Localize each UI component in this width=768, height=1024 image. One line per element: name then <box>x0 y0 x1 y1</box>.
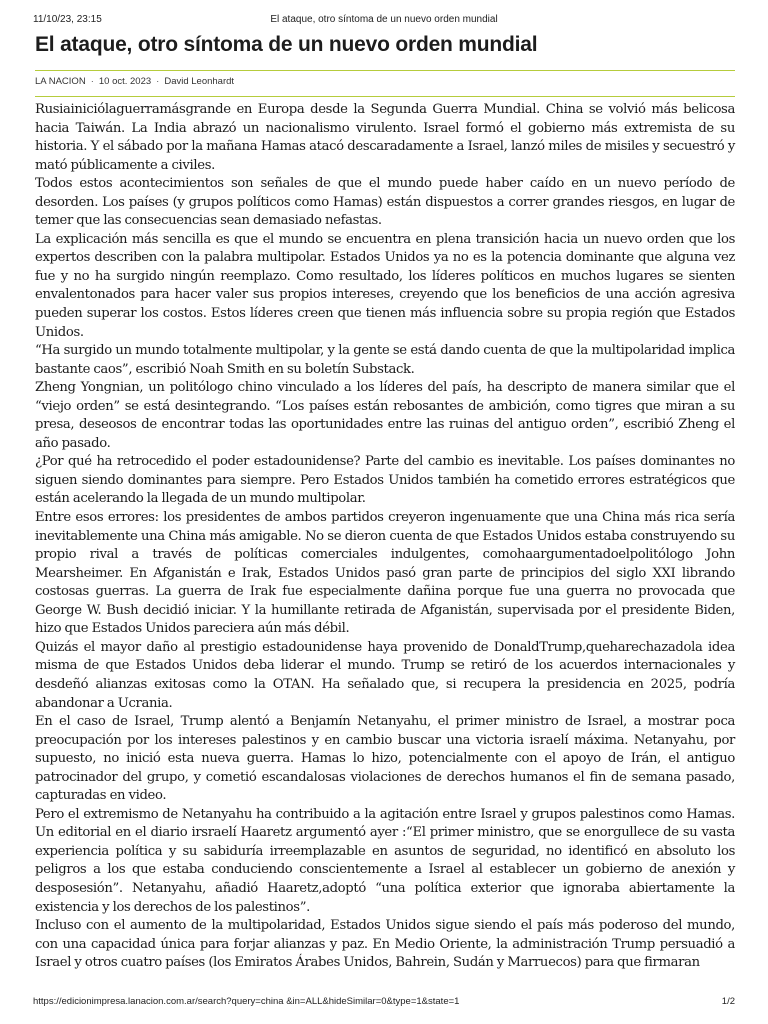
article-paragraph: Zheng Yongnian, un politólogo chino vinculado a los líderes del país, ha descripto de manera similar que el “viejo orden” se está desintegrando. “Los países están rebosantes de ambición, como tigres que miran a su presa, deseosos de encontrar todas las oportunidades entre las ruinas del antiguo orden”, escribió Zheng el año pasado. <box>35 380 735 451</box>
article-paragraph: En el caso de Israel, Trump alentó a Benjamín Netanyahu, el primer ministro de Israel, a mostrar poca preocupación por los intereses palestinos y en cambio buscar una victoria israelí máxima. Netanyahu, por supuesto, no inició esta nueva guerra. Hamas lo hizo, potencialmente con el apoyo de Irán, el antiguo patrocinador del grupo, y cometió escandalosas violaciones de derechos humanos el fin de semana pasado, capturadas en video. <box>35 714 735 804</box>
print-page-title: El ataque, otro síntoma de un nuevo orden mundial <box>270 14 498 25</box>
article-paragraph: ¿Por qué ha retrocedido el poder estadounidense? Parte del cambio es inevitable. Los países dominantes no siguen siendo dominantes para siempre. Pero Estados Unidos también ha cometido errores estratégicos que están acelerando la llegada de un mundo multipolar. <box>35 454 735 507</box>
print-url[interactable]: https://edicionimpresa.lanacion.com.ar/search?query=china &in=ALL&hideSimilar=0&type=1&state=1 <box>33 996 460 1007</box>
article-paragraph: Entre esos errores: los presidentes de ambos partidos creyeron ingenuamente que una China más rica sería inevitablemente una China más amigable. No se dieron cuenta de que Estados Unidos estaba construyendo su propio rival a través de políticas comerciales indulgentes, comohaargumentadoelpolitólogo John Mearsheimer. En Afganistán e Irak, Estados Unidos pasó gran parte de principios del siglo XXI librando costosas guerras. La guerra de Irak fue especialmente dañina porque fue una guerra no provocada que George W. Bush decidió iniciar. Y la humillante retirada de Afganistán, supervisada por el presidente Biden, hizo que Estados Unidos pareciera aún más débil. <box>35 510 735 637</box>
article-paragraph: La explicación más sencilla es que el mundo se encuentra en plena transición hacia un nuevo orden que los expertos describen con la palabra multipolar. Estados Unidos ya no es la potencia dominante que alguna vez fue y no ha surgido ningún reemplazo. Como resultado, los líderes políticos en muchos lugares se sienten envalentonados para hacer valer sus propios intereses, creyendo que los beneficios de una acción agresiva pueden superar los costos. Estos líderes creen que tienen más influencia sobre su propia región que Estados Unidos. <box>35 231 735 340</box>
meta-separator: · <box>156 76 160 87</box>
article-title: El ataque, otro síntoma de un nuevo orden mundial <box>35 33 538 56</box>
article-author: David Leonhardt <box>164 76 235 87</box>
top-divider <box>35 70 735 71</box>
article-meta <box>35 76 234 87</box>
article-paragraph: Rusiainiciólaguerramásgrande en Europa desde la Segunda Guerra Mundial. China se volvió más belicosa hacia Taiwán. La India abrazó un nacionalismo virulento. Israel formó el gobierno más extremista de su historia. Y el sábado por la mañana Hamas atacó descaradamente a Israel, lanzó miles de misiles y secuestró y mató públicamente a civiles. <box>35 102 735 173</box>
article-paragraph: Todos estos acontecimientos son señales de que el mundo puede haber caído en un nuevo período de desorden. Los países (y grupos políticos como Hamas) están dispuestos a correr grandes riesgos, en lugar de temer que las consecuencias sean demasiado nefastas. <box>35 176 735 229</box>
article-body <box>35 101 735 973</box>
article-date: 10 oct. 2023 <box>98 76 152 87</box>
article-paragraph: Incluso con el aumento de la multipolaridad, Estados Unidos sigue siendo el país más poderoso del mundo, con una capacidad única para forjar alianzas y paz. En Medio Oriente, la administración Trump persuadió a Israel y otros cuatro países (los Emiratos Árabes Unidos, Bahrein, Sudán y Marruecos) para que firmaran <box>35 918 735 971</box>
print-datetime: 11/10/23, 23:15 <box>33 14 102 25</box>
page-number: 1/2 <box>721 996 735 1007</box>
article-source: LA NACION <box>35 76 86 87</box>
meta-divider <box>35 96 735 97</box>
article-paragraph: Quizás el mayor daño al prestigio estadounidense haya provenido de DonaldTrump,queharechazadola idea misma de que Estados Unidos deba liderar el mundo. Trump se retiró de los acuerdos internacionales y desdeñó alianzas exitosas como la OTAN. Ha señalado que, si recupera la presidencia en 2025, podría abandonar a Ucrania. <box>35 639 735 711</box>
article-paragraph: “Ha surgido un mundo totalmente multipolar, y la gente se está dando cuenta de que la multipolaridad implica bastante caos”, escribió Noah Smith en su boletín Substack. <box>35 343 735 377</box>
article-paragraph: Pero el extremismo de Netanyahu ha contribuido a la agitación entre Israel y grupos palestinos como Hamas. Un editorial en el diario irsraelí Haaretz argumentó ayer :“El primer ministro, que se enorgullece de su vasta experiencia política y su sabiduría irreemplazable en asuntos de seguridad, no identificó en absoluto los peligros a los que estaba conduciendo conscientemente a Israel al establecer un gobierno de anexión y desposesión”. Netanyahu, añadió Haaretz,adoptó “una política exterior que ignoraba abiertamente la existencia y los derechos de los palestinos”. <box>35 806 735 915</box>
meta-separator: · <box>90 76 94 87</box>
